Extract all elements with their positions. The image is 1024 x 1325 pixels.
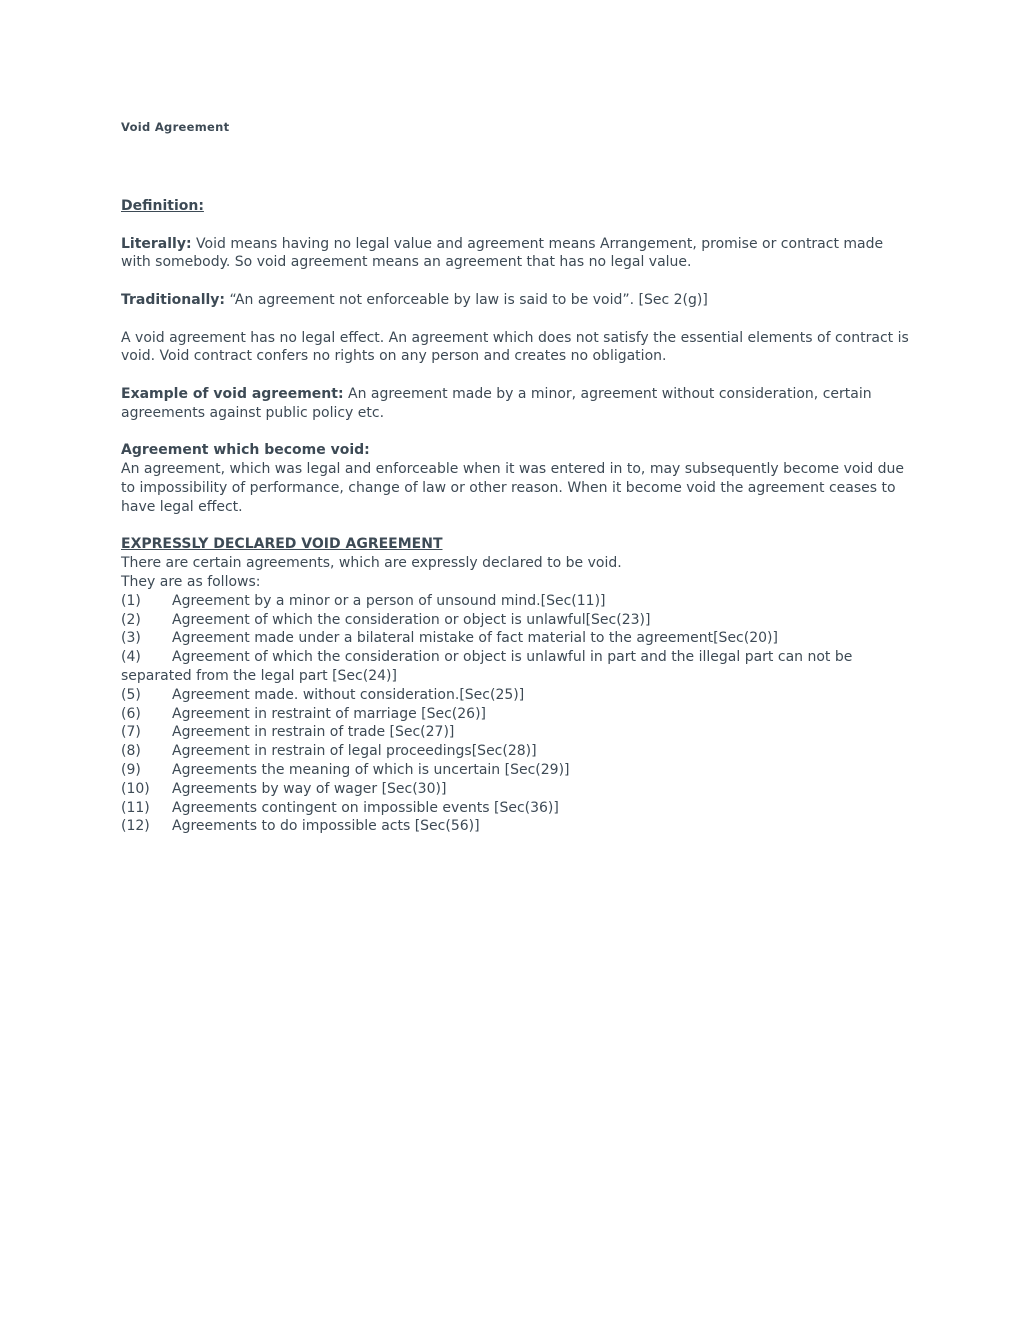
list-item bbox=[121, 780, 911, 799]
list-item-text: Agreement of which the consideration or object is unlawful[Sec(23)] bbox=[172, 611, 651, 628]
become-void-heading: Agreement which become void: bbox=[121, 442, 370, 459]
literally-text: Void means having no legal value and agreement means Arrangement, promise or contract made with somebody. So void agreement means an agreement that has no legal value. bbox=[121, 235, 884, 271]
expressly-heading-text: EXPRESSLY DECLARED VOID AGREEMENT bbox=[121, 536, 443, 553]
literally-label: Literally: bbox=[121, 235, 192, 252]
list-item-number: (5) bbox=[121, 686, 141, 703]
list-item-text: Agreements to do impossible acts [Sec(56)] bbox=[172, 818, 480, 835]
list-item bbox=[121, 705, 911, 724]
list-item bbox=[121, 799, 911, 818]
literally-paragraph bbox=[121, 235, 911, 273]
list-item-number: (4) bbox=[121, 649, 141, 666]
list-item-text: Agreements by way of wager [Sec(30)] bbox=[172, 780, 447, 797]
list-item-number: (12) bbox=[121, 818, 150, 835]
list-item-number: (2) bbox=[121, 611, 141, 628]
example-paragraph bbox=[121, 385, 911, 423]
list-item-number: (6) bbox=[121, 705, 141, 722]
list-item-number: (1) bbox=[121, 592, 141, 609]
expressly-heading bbox=[121, 535, 911, 554]
document-title: Void Agreement bbox=[121, 120, 230, 134]
list-item-text: Agreement made. without consideration.[Sec(25)] bbox=[172, 686, 525, 703]
list-item-text: Agreement by a minor or a person of unsound mind.[Sec(11)] bbox=[172, 592, 606, 609]
list-item-number: (10) bbox=[121, 780, 150, 797]
traditionally-paragraph bbox=[121, 291, 911, 310]
list-item-text: Agreement in restrain of legal proceedings[Sec(28)] bbox=[172, 743, 537, 760]
list-item-number: (9) bbox=[121, 761, 141, 778]
example-label: Example of void agreement: bbox=[121, 385, 344, 402]
list-item bbox=[121, 686, 911, 705]
example-text: An agreement made by a minor, agreement without consideration, certain agreements against public policy etc. bbox=[121, 385, 872, 421]
list-item-text: Agreement of which the consideration or object is unlawful in part and the illegal part can not be separated from the legal part [Sec(24)] bbox=[121, 649, 853, 684]
document-body bbox=[121, 197, 911, 836]
list-item bbox=[121, 611, 911, 630]
list-item bbox=[121, 648, 911, 686]
list-item bbox=[121, 742, 911, 761]
list-item bbox=[121, 761, 911, 780]
list-item bbox=[121, 629, 911, 648]
definition-heading bbox=[121, 197, 911, 216]
list-item-number: (8) bbox=[121, 743, 141, 760]
traditionally-label: Traditionally: bbox=[121, 291, 226, 308]
list-item-text: Agreement in restrain of trade [Sec(27)] bbox=[172, 724, 455, 741]
list-item bbox=[121, 723, 911, 742]
list-item-text: Agreements contingent on impossible events [Sec(36)] bbox=[172, 799, 559, 816]
list-item-number: (7) bbox=[121, 724, 141, 741]
expressly-intro-2: They are as follows: bbox=[121, 573, 261, 590]
list-item bbox=[121, 592, 911, 611]
void-agreement-list bbox=[121, 592, 911, 836]
effect-paragraph: A void agreement has no legal effect. An agreement which does not satisfy the essential elements of contract is void. Void contract confers no rights on any person and creates no obligation. bbox=[121, 329, 909, 365]
expressly-intro-1: There are certain agreements, which are expressly declared to be void. bbox=[121, 555, 622, 572]
list-item-text: Agreement made under a bilateral mistake of fact material to the agreement[Sec(20)] bbox=[172, 630, 778, 647]
traditionally-text: “An agreement not enforceable by law is said to be void”. [Sec 2(g)] bbox=[225, 291, 708, 308]
become-void-text: An agreement, which was legal and enforceable when it was entered in to, may subsequently become void due to impossibility of performance, change of law or other reason. When it become void the agreement ceases to have legal effect. bbox=[121, 461, 905, 515]
list-item-text: Agreement in restraint of marriage [Sec(26)] bbox=[172, 705, 487, 722]
list-item-number: (3) bbox=[121, 630, 141, 647]
definition-heading-text: Definition: bbox=[121, 198, 204, 214]
list-item-number: (11) bbox=[121, 799, 150, 816]
list-item-text: Agreements the meaning of which is uncertain [Sec(29)] bbox=[172, 761, 570, 778]
list-item bbox=[121, 817, 911, 836]
